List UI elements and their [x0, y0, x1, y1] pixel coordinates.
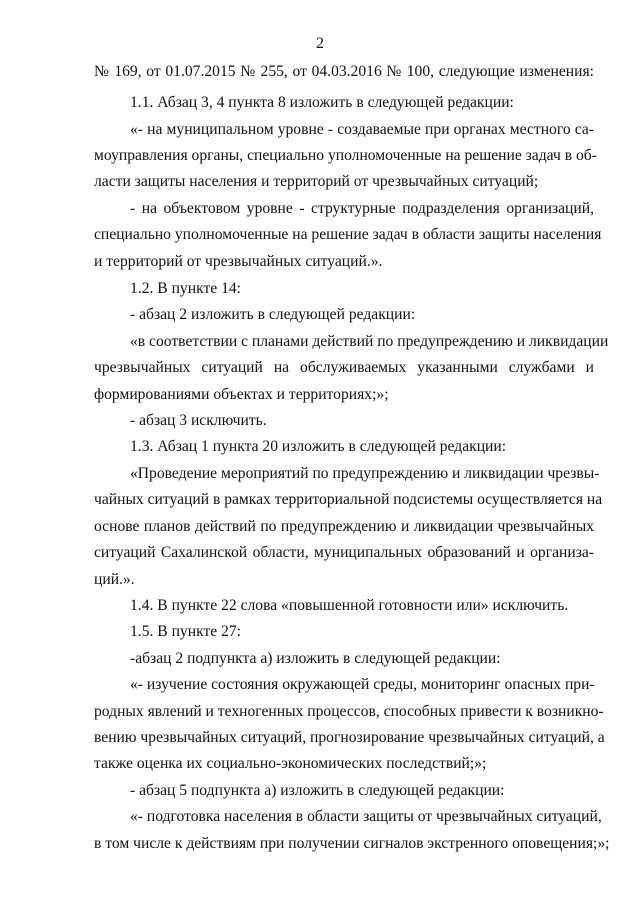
text-line: «Проведение мероприятий по предупреждению и ликвидации чрезвы- [130, 465, 600, 482]
text-line: «- на муниципальном уровне - создаваемые при органах местного са- [130, 121, 594, 138]
text-line: - абзац 2 изложить в следующей редакции: [130, 306, 416, 323]
text-line: формированиями объектах и территориях;»; [94, 386, 389, 403]
text-line: 1.5. В пункте 27: [130, 623, 242, 640]
text-line: 1.1. Абзац 3, 4 пункта 8 изложить в следующей редакции: [130, 94, 514, 111]
text-line: родных явлений и техногенных процессов, способных привести к возникно- [94, 703, 604, 720]
text-line: в том числе к действиям при получении сигналов экстренного оповещения;»; [94, 835, 610, 852]
text-line: «- подготовка населения в области защиты от чрезвычайных ситуаций, [130, 808, 602, 825]
text-line: моуправления органы, специально уполномоченные на решение задач в об- [94, 147, 597, 164]
text-line: № 169, от 01.07.2015 № 255, от 04.03.2016 № 100, следующие изменения: [94, 63, 594, 80]
text-line: 1.3. Абзац 1 пункта 20 изложить в следующей редакции: [130, 438, 507, 455]
text-line: - абзац 3 исключить. [130, 412, 267, 429]
text-line: основе планов действий по предупреждению и ликвидации чрезвычайных [94, 518, 594, 535]
text-line: - на объектовом уровне - структурные подразделения организаций, [130, 200, 594, 217]
text-line: и территорий от чрезвычайных ситуаций.». [94, 253, 383, 270]
text-line: специально уполномоченные на решение задач в области защиты населения [94, 226, 602, 243]
text-line: «- изучение состояния окружающей среды, мониторинг опасных при- [130, 676, 595, 693]
text-line: ций.». [94, 571, 135, 588]
text-line: также оценка их социально-экономических последствий;»; [94, 755, 487, 772]
text-line: вению чрезвычайных ситуаций, прогнозирование чрезвычайных ситуаций, а [94, 729, 605, 746]
page-number: 2 [316, 35, 324, 52]
text-line: чайных ситуаций в рамках территориальной подсистемы осуществляется на [94, 491, 603, 508]
text-line: чрезвычайных ситуаций на обслуживаемых указанными службами и [94, 359, 594, 376]
text-line: 1.2. В пункте 14: [130, 280, 242, 297]
text-line: «в соответствии с планами действий по предупреждению и ликвидации [130, 333, 609, 350]
text-line: ситуаций Сахалинской области, муниципальных образований и организа- [94, 544, 594, 561]
text-line: ласти защиты населения и территорий от чрезвычайных ситуаций; [94, 173, 539, 190]
text-line: -абзац 2 подпункта а) изложить в следующей редакции: [130, 650, 501, 667]
text-line: 1.4. В пункте 22 слова «повышенной готовности или» исключить. [130, 597, 569, 614]
text-line: - абзац 5 подпункта а) изложить в следующей редакции: [130, 782, 505, 799]
